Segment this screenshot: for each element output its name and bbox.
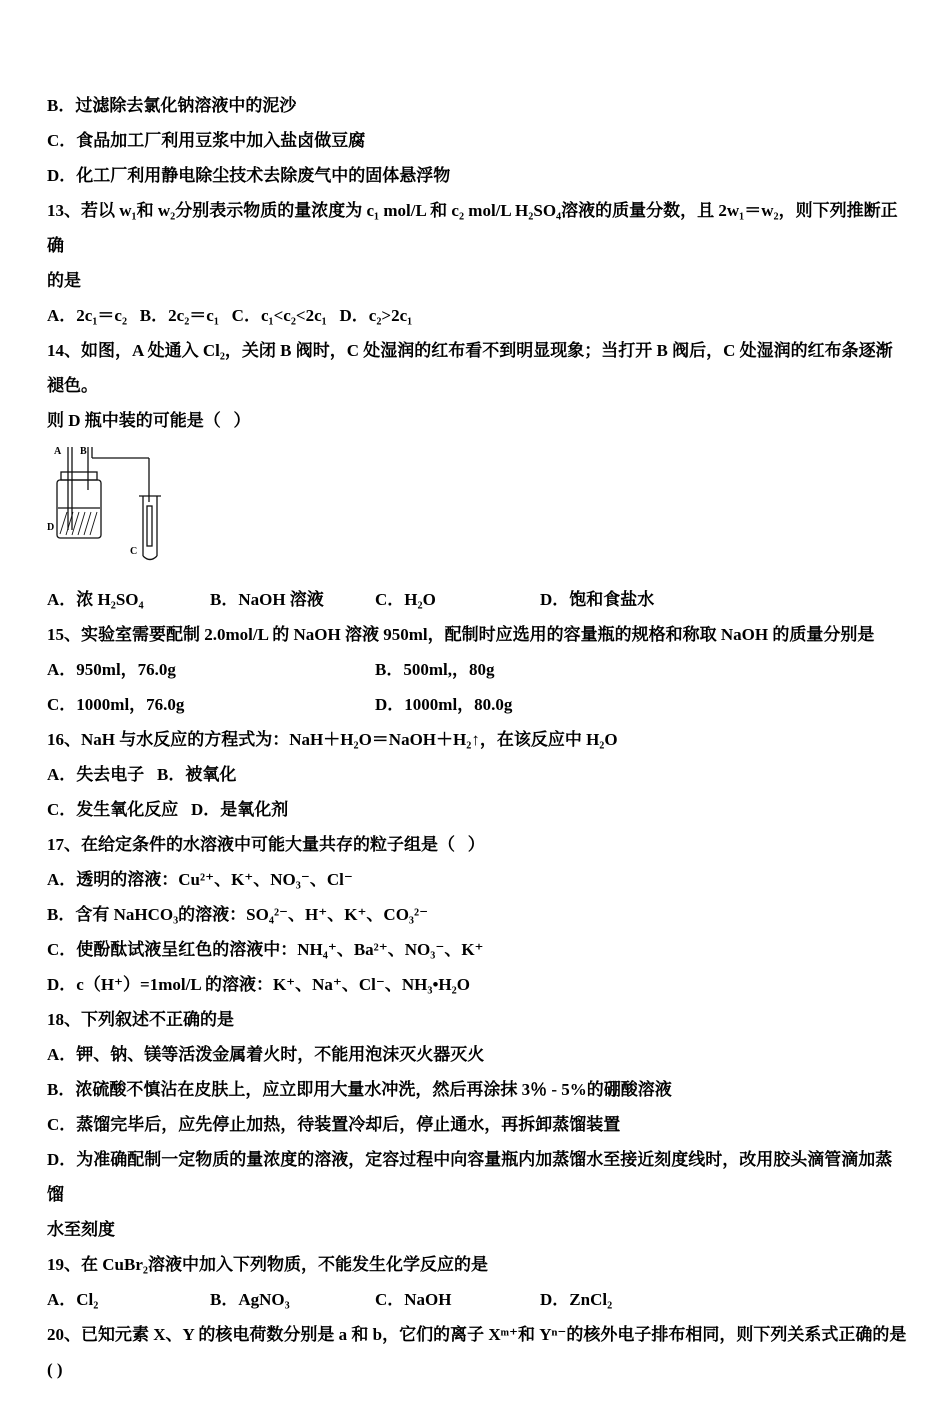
q19-option-a: A．Cl₂	[47, 1290, 99, 1309]
q18-option-b: B．浓硫酸不慎沾在皮肤上，应立即用大量水冲洗，然后再涂抹 3％ - 5%的硼酸溶液	[47, 1080, 672, 1099]
apparatus-figure	[47, 444, 908, 566]
apparatus-drawing	[57, 447, 161, 560]
q14-option-a: A．浓 H₂SO₄	[47, 590, 144, 609]
diagram-label-a: A	[54, 446, 62, 457]
q19-options-row	[47, 1282, 908, 1317]
q18-option-c: C．蒸馏完毕后，应先停止加热，待装置冷却后，停止通水，再拆卸蒸馏装置	[47, 1115, 621, 1134]
q17-stem: 17、在给定条件的水溶液中可能大量共存的粒子组是（ ）	[47, 835, 485, 854]
q17-option-c: C．使酚酞试液呈红色的溶液中：NH₄⁺、Ba²⁺、NO₃⁻、K⁺	[47, 940, 484, 959]
q15-stem: 15、实验室需要配制 2.0mol/L 的 NaOH 溶液 950ml，配制时应选用的容量瓶的规格和称取 NaOH 的质量分别是	[47, 625, 875, 644]
q20-stem: 20、已知元素 X、Y 的核电荷数分别是 a 和 b，它们的离子 Xᵐ⁺和 Yⁿ⁻的核外电子排布相同，则下列关系式正确的是( )	[47, 1325, 907, 1379]
diagram-label-b: B	[80, 446, 87, 457]
diagram-label-d: D	[47, 522, 55, 533]
q19-stem: 19、在 CuBr₂溶液中加入下列物质，不能发生化学反应的是	[47, 1255, 488, 1274]
q12-option-c: C．食品加工厂利用豆浆中加入盐卤做豆腐	[47, 131, 366, 150]
q15-option-b: B．500ml,，80g	[375, 660, 495, 679]
gas-apparatus-diagram	[47, 444, 175, 566]
q13-options-row: A．2c₁＝c₂ B．2c₂＝c₁ C．c₁<c₂<2c₁ D．c₂>2c₁	[47, 306, 413, 325]
q14-stem-line1: 14、如图，A 处通入 Cl₂，关闭 B 阀时，C 处湿润的红布看不到明显现象；当打开 B 阀后，C 处湿润的红布条逐渐褪色。	[47, 341, 893, 395]
q14-option-d: D．饱和食盐水	[540, 590, 655, 609]
q16-options-row2: C．发生氧化反应 D．是氧化剂	[47, 800, 289, 819]
q13-stem-line1: 13、若以 w₁和 w₂分别表示物质的量浓度为 c₁ mol/L 和 c₂ mol/L H₂SO₄溶液的质量分数，且 2w₁＝w₂，则下列推断正确	[47, 201, 898, 255]
q15-option-d: D．1000ml，80.0g	[375, 695, 513, 714]
q19-option-d: D．ZnCl₂	[540, 1290, 613, 1309]
q18-stem: 18、下列叙述不正确的是	[47, 1010, 234, 1029]
q15-option-c: C．1000ml，76.0g	[47, 695, 185, 714]
q14-option-b: B．NaOH 溶液	[210, 590, 324, 609]
q17-option-d: D．c（H⁺）=1mol/L 的溶液：K⁺、Na⁺、Cl⁻、NH₃•H₂O	[47, 975, 470, 994]
diagram-label-c: C	[130, 546, 138, 557]
q18-option-a: A．钾、钠、镁等活泼金属着火时，不能用泡沫灭火器灭火	[47, 1045, 485, 1064]
q16-options-row1: A．失去电子 B．被氧化	[47, 765, 237, 784]
q16-stem: 16、NaH 与水反应的方程式为：NaH＋H₂O＝NaOH＋H₂↑，在该反应中 H₂O	[47, 730, 618, 749]
q15-options-row1	[47, 652, 908, 687]
q14-option-c: C．H₂O	[375, 590, 436, 609]
q14-options-row	[47, 582, 908, 617]
q19-option-b: B．AgNO₃	[210, 1290, 290, 1309]
q17-option-b: B．含有 NaHCO₃的溶液：SO₄²⁻、H⁺、K⁺、CO₃²⁻	[47, 905, 429, 924]
q14-stem-line2: 则 D 瓶中装的可能是（ ）	[47, 411, 251, 430]
q18-option-d-line1: D．为准确配制一定物质的量浓度的溶液，定容过程中向容量瓶内加蒸馏水至接近刻度线时，改用胶头滴管滴加蒸馏	[47, 1150, 893, 1204]
q19-option-c: C．NaOH	[375, 1290, 452, 1309]
q12-option-d: D．化工厂利用静电除尘技术去除废气中的固体悬浮物	[47, 166, 451, 185]
q18-option-d-line2: 水至刻度	[47, 1220, 115, 1239]
q13-stem-line2: 的是	[47, 271, 81, 290]
q15-options-row2	[47, 687, 908, 722]
q12-option-b: B．过滤除去氯化钠溶液中的泥沙	[47, 96, 297, 115]
q15-option-a: A．950ml，76.0g	[47, 660, 176, 679]
q17-option-a: A．透明的溶液：Cu²⁺、K⁺、NO₃⁻、Cl⁻	[47, 870, 353, 889]
